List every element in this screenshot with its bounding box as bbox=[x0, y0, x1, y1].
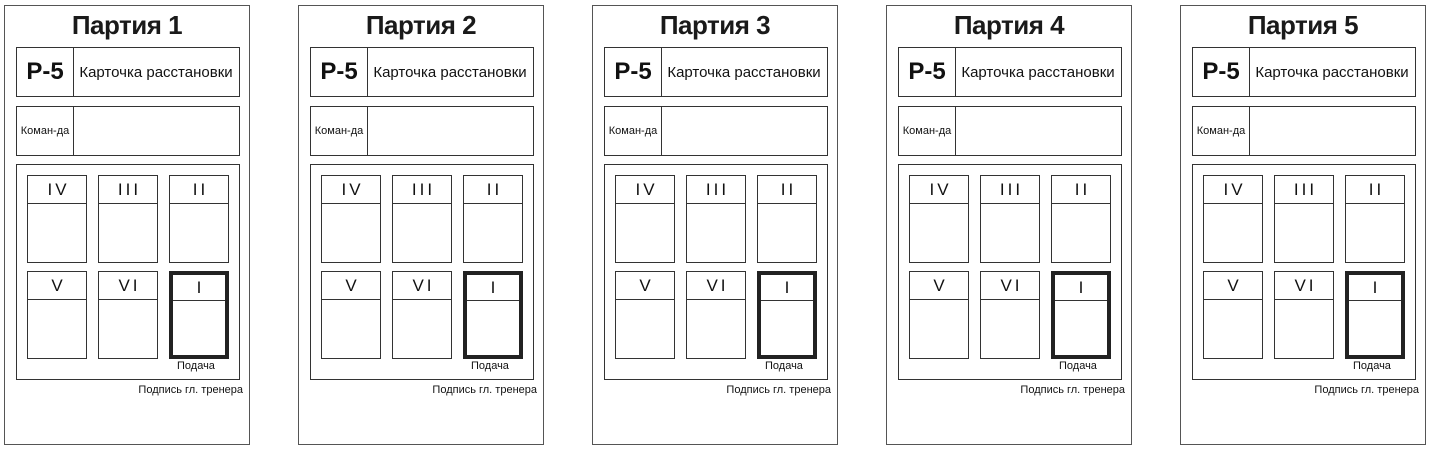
set-title: Партия 5 bbox=[1247, 10, 1359, 40]
serve-position-box[interactable] bbox=[169, 271, 229, 359]
position-box[interactable] bbox=[615, 271, 675, 359]
position-box[interactable] bbox=[321, 175, 381, 263]
position-number: VI bbox=[687, 272, 745, 300]
position-number: III bbox=[1275, 176, 1333, 204]
position-box[interactable] bbox=[615, 175, 675, 263]
position-box[interactable] bbox=[686, 271, 746, 359]
set-title: Партия 3 bbox=[659, 10, 771, 40]
card-header bbox=[604, 47, 828, 97]
card-name: Карточка расстановки bbox=[1255, 63, 1409, 81]
position-number: I bbox=[173, 275, 225, 301]
position-number: VI bbox=[99, 272, 157, 300]
serve-position-box[interactable] bbox=[463, 271, 523, 359]
position-box[interactable] bbox=[1051, 175, 1111, 263]
position-box[interactable] bbox=[463, 175, 523, 263]
position-number: III bbox=[981, 176, 1039, 204]
position-number: II bbox=[170, 176, 228, 204]
lineup-card bbox=[1180, 5, 1426, 445]
head-coach-signature-label: Подпись гл. тренера bbox=[1314, 384, 1419, 396]
position-box[interactable] bbox=[1274, 175, 1334, 263]
serve-label: Подача bbox=[177, 360, 215, 372]
form-code: Р-5 bbox=[1193, 48, 1250, 96]
serve-position-box[interactable] bbox=[757, 271, 817, 359]
position-number: V bbox=[28, 272, 86, 300]
position-number: IV bbox=[28, 176, 86, 204]
card-header bbox=[1192, 47, 1416, 97]
set-title: Партия 1 bbox=[71, 10, 183, 40]
form-code: Р-5 bbox=[17, 48, 74, 96]
card-name: Карточка расстановки bbox=[373, 63, 527, 81]
position-number: VI bbox=[393, 272, 451, 300]
position-number: III bbox=[393, 176, 451, 204]
position-box[interactable] bbox=[321, 271, 381, 359]
team-row bbox=[310, 106, 534, 156]
serve-label: Подача bbox=[1059, 360, 1097, 372]
card-name: Карточка расстановки bbox=[667, 63, 821, 81]
card-header bbox=[16, 47, 240, 97]
position-number: II bbox=[1052, 176, 1110, 204]
position-number: I bbox=[1055, 275, 1107, 301]
team-label: Коман-да bbox=[17, 107, 74, 155]
position-box[interactable] bbox=[27, 271, 87, 359]
position-number: IV bbox=[1204, 176, 1262, 204]
position-box[interactable] bbox=[909, 271, 969, 359]
team-row bbox=[898, 106, 1122, 156]
position-number: I bbox=[1349, 275, 1401, 301]
position-box[interactable] bbox=[169, 175, 229, 263]
head-coach-signature-label: Подпись гл. тренера bbox=[432, 384, 537, 396]
position-box[interactable] bbox=[98, 271, 158, 359]
team-name-field[interactable] bbox=[74, 107, 239, 155]
position-box[interactable] bbox=[1203, 175, 1263, 263]
serve-position-box[interactable] bbox=[1051, 271, 1111, 359]
position-number: II bbox=[1346, 176, 1404, 204]
position-number: I bbox=[467, 275, 519, 301]
position-number: III bbox=[99, 176, 157, 204]
position-box[interactable] bbox=[392, 271, 452, 359]
position-number: IV bbox=[910, 176, 968, 204]
card-name: Карточка расстановки bbox=[961, 63, 1115, 81]
form-code: Р-5 bbox=[311, 48, 368, 96]
serve-label: Подача bbox=[765, 360, 803, 372]
lineup-card bbox=[4, 5, 250, 445]
rotation-grid bbox=[16, 164, 240, 380]
team-label: Коман-да bbox=[605, 107, 662, 155]
rotation-grid bbox=[898, 164, 1122, 380]
head-coach-signature-label: Подпись гл. тренера bbox=[726, 384, 831, 396]
position-number: V bbox=[910, 272, 968, 300]
serve-label: Подача bbox=[1353, 360, 1391, 372]
team-name-field[interactable] bbox=[368, 107, 533, 155]
position-number: V bbox=[322, 272, 380, 300]
card-header bbox=[898, 47, 1122, 97]
position-box[interactable] bbox=[98, 175, 158, 263]
form-code: Р-5 bbox=[605, 48, 662, 96]
position-box[interactable] bbox=[392, 175, 452, 263]
serve-label: Подача bbox=[471, 360, 509, 372]
position-number: IV bbox=[322, 176, 380, 204]
position-box[interactable] bbox=[909, 175, 969, 263]
position-number: V bbox=[1204, 272, 1262, 300]
team-label: Коман-да bbox=[311, 107, 368, 155]
lineup-card bbox=[298, 5, 544, 445]
position-number: II bbox=[464, 176, 522, 204]
head-coach-signature-label: Подпись гл. тренера bbox=[138, 384, 243, 396]
head-coach-signature-label: Подпись гл. тренера bbox=[1020, 384, 1125, 396]
team-label: Коман-да bbox=[899, 107, 956, 155]
team-name-field[interactable] bbox=[662, 107, 827, 155]
position-box[interactable] bbox=[27, 175, 87, 263]
rotation-grid bbox=[604, 164, 828, 380]
position-number: III bbox=[687, 176, 745, 204]
position-box[interactable] bbox=[1203, 271, 1263, 359]
position-box[interactable] bbox=[686, 175, 746, 263]
form-code: Р-5 bbox=[899, 48, 956, 96]
serve-position-box[interactable] bbox=[1345, 271, 1405, 359]
position-box[interactable] bbox=[980, 175, 1040, 263]
team-row bbox=[16, 106, 240, 156]
position-box[interactable] bbox=[980, 271, 1040, 359]
position-box[interactable] bbox=[1274, 271, 1334, 359]
team-label: Коман-да bbox=[1193, 107, 1250, 155]
set-title: Партия 4 bbox=[953, 10, 1065, 40]
position-box[interactable] bbox=[757, 175, 817, 263]
position-number: VI bbox=[1275, 272, 1333, 300]
team-row bbox=[1192, 106, 1416, 156]
team-row bbox=[604, 106, 828, 156]
position-number: V bbox=[616, 272, 674, 300]
rotation-grid bbox=[1192, 164, 1416, 380]
rotation-grid bbox=[310, 164, 534, 380]
team-name-field[interactable] bbox=[1250, 107, 1415, 155]
position-number: I bbox=[761, 275, 813, 301]
set-title: Партия 2 bbox=[365, 10, 477, 40]
position-number: VI bbox=[981, 272, 1039, 300]
position-box[interactable] bbox=[1345, 175, 1405, 263]
position-number: II bbox=[758, 176, 816, 204]
lineup-card bbox=[592, 5, 838, 445]
team-name-field[interactable] bbox=[956, 107, 1121, 155]
position-number: IV bbox=[616, 176, 674, 204]
card-header bbox=[310, 47, 534, 97]
lineup-card bbox=[886, 5, 1132, 445]
card-name: Карточка расстановки bbox=[79, 63, 233, 81]
